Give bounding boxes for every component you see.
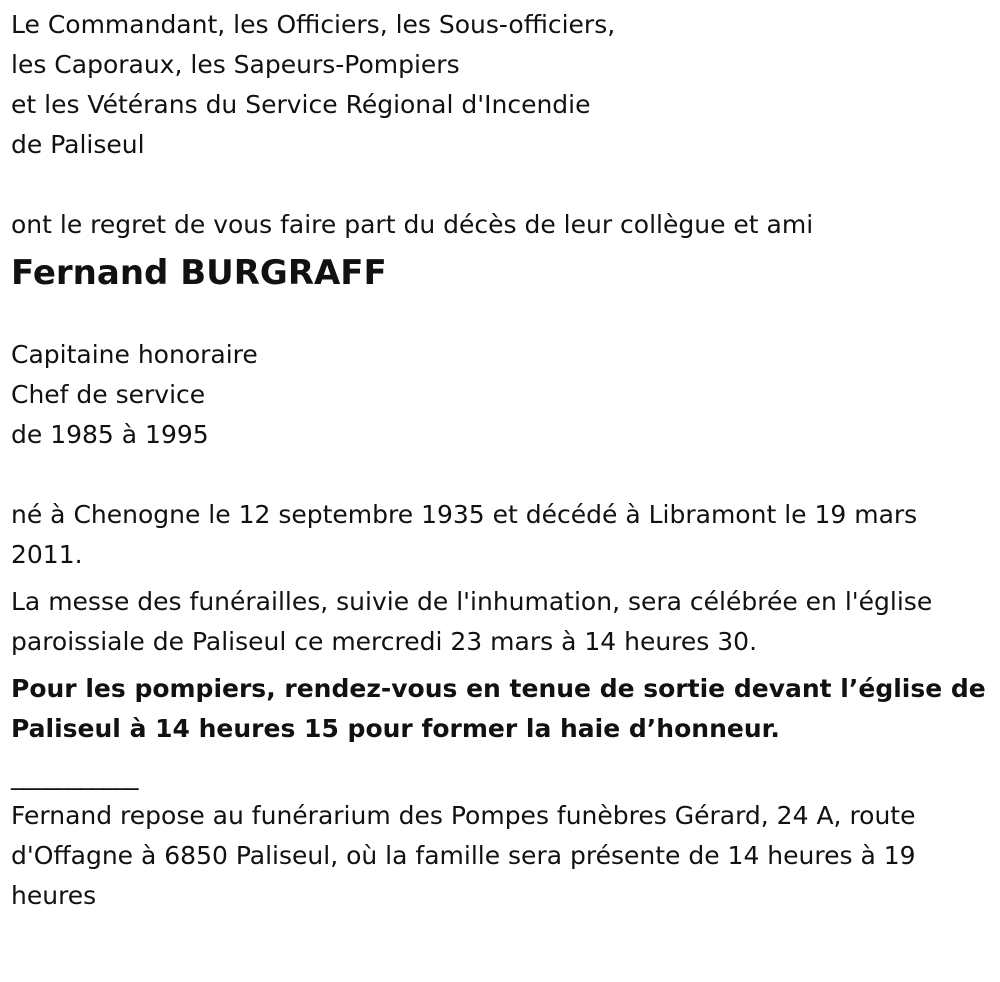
title-line-1: Capitaine honoraire [11,340,258,369]
announcement-text: ont le regret de vous faire part du décès de leur collègue et ami [11,210,814,239]
header-line-3: et les Vétérans du Service Régional d'Incendie [11,90,591,119]
spacer [11,662,1000,669]
spacer [11,575,1000,582]
birth-death-text: né à Chenogne le 12 septembre 1935 et décédé à Libramont le 19 mars 2011. [11,500,918,569]
spacer [11,749,1000,756]
spacer [11,295,1000,335]
deceased-name: Fernand BURGRAFF [11,253,387,293]
firefighters-notice: Pour les pompiers, rendez-vous en tenue de sortie devant l’église de Paliseul à 14 heures 15 pour former la haie d’honneur. [11,674,986,743]
funeral-home-text: Fernand repose au funérarium des Pompes funèbres Gérard, 24 A, route d'Offagne à 6850 Paliseul, où la famille sera présente de 14 heures à 19 heures [11,801,916,910]
title-line-2: Chef de service [11,380,206,409]
header-line-1: Le Commandant, les Officiers, les Sous-officiers, [11,10,616,39]
title-line-3: de 1985 à 1995 [11,420,209,449]
header-line-4: de Paliseul [11,130,145,159]
funeral-mass-text: La messe des funérailles, suivie de l'inhumation, sera célébrée en l'église paroissiale de Paliseul ce mercredi 23 mars à 14 heures 30. [11,587,933,656]
header-line-2: les Caporaux, les Sapeurs-Pompiers [11,50,460,79]
spacer [11,165,1000,205]
separator-line: ___________ [11,761,138,790]
spacer [11,455,1000,495]
